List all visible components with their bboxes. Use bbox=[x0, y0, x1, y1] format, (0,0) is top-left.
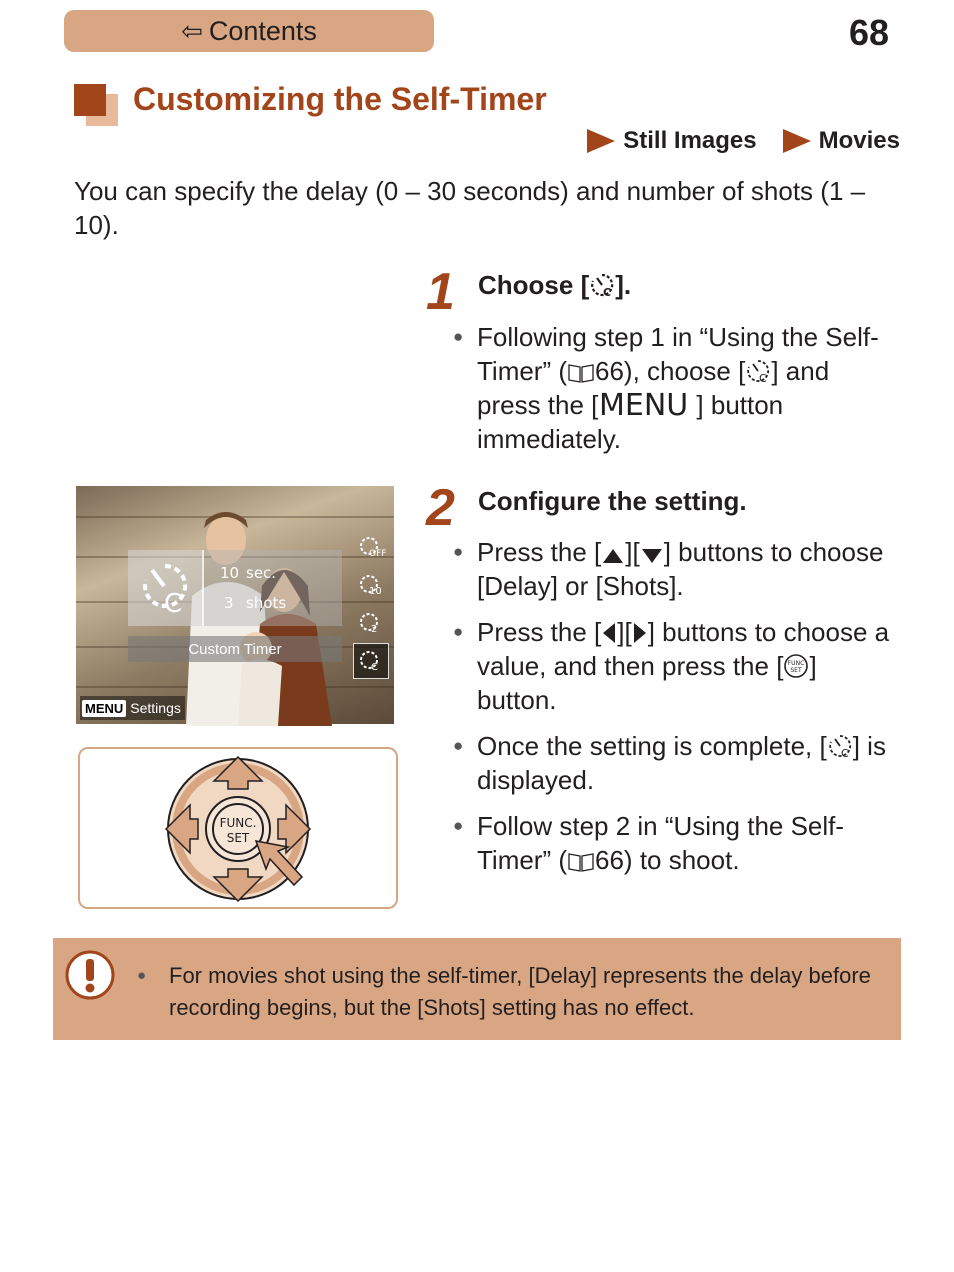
play-triangle-icon bbox=[783, 129, 811, 153]
list-item: ● Press the [ ][ ] buttons to choose [Delay] or [Shots]. bbox=[453, 535, 893, 603]
camera-screen-image bbox=[76, 486, 394, 724]
book-reference-icon bbox=[567, 362, 595, 384]
caution-text: ● For movies shot using the self-timer, [Delay] represents the delay before recording begins, but the [Shots] setting has no effect. bbox=[137, 963, 871, 1020]
svg-text:OFF: OFF bbox=[369, 549, 387, 559]
timer-mode-list bbox=[354, 530, 390, 682]
down-arrow-icon bbox=[640, 547, 664, 565]
caution-box bbox=[53, 938, 901, 1040]
custom-timer-icon bbox=[745, 358, 771, 384]
delay-value: 10 bbox=[220, 564, 240, 582]
control-dial-diagram bbox=[78, 747, 398, 909]
intro-text: You can specify the delay (0 – 30 seconds) and number of shots (1 – 10). bbox=[74, 176, 866, 240]
list-item: ● Press the [ ][ ] buttons to choose a value, and then press the [ FUNC SET ] button. bbox=[453, 615, 893, 717]
timer-custom-icon bbox=[354, 644, 388, 678]
page-number: 68 bbox=[848, 12, 889, 53]
custom-timer-large-icon bbox=[128, 550, 204, 626]
list-item: ● Following step 1 in “Using the Self-Timer” ( 66), choose [ C ] and press the [ MENU ] button immediately. bbox=[453, 320, 893, 456]
menu-button-label: MENU bbox=[82, 700, 126, 717]
svg-text:FUNC: FUNC bbox=[788, 660, 805, 667]
delay-unit: sec. bbox=[246, 564, 277, 582]
timer-2sec-icon bbox=[354, 606, 388, 640]
arrow-left-icon: ⇦ bbox=[181, 15, 203, 46]
svg-text:C: C bbox=[371, 662, 378, 673]
section-marker-icon bbox=[74, 84, 118, 126]
book-reference-icon bbox=[567, 851, 595, 873]
timer-off-icon bbox=[354, 530, 388, 564]
play-triangle-icon bbox=[587, 129, 615, 153]
step-2-title: Configure the setting. bbox=[478, 486, 747, 516]
step-number-2: 2 bbox=[426, 479, 455, 537]
func-set-button-icon bbox=[783, 653, 809, 679]
menu-button-icon bbox=[598, 388, 696, 423]
step-1-bullets bbox=[453, 320, 893, 466]
svg-text:FUNC.: FUNC. bbox=[219, 816, 257, 830]
timer-settings-panel bbox=[128, 550, 342, 626]
custom-timer-label: Custom Timer bbox=[128, 636, 342, 662]
shots-value: 3 bbox=[224, 594, 234, 612]
contents-label: Contents bbox=[208, 15, 317, 46]
caution-icon bbox=[65, 950, 115, 1000]
svg-text:C: C bbox=[759, 372, 768, 385]
right-arrow-icon bbox=[632, 621, 648, 645]
custom-timer-icon bbox=[589, 272, 615, 298]
svg-text:SET: SET bbox=[790, 667, 803, 674]
step-1-title: Choose [ C ]. bbox=[478, 270, 632, 300]
custom-timer-icon bbox=[827, 733, 853, 759]
svg-text:C: C bbox=[840, 747, 849, 760]
up-arrow-icon bbox=[601, 547, 625, 565]
timer-10sec-icon bbox=[354, 568, 388, 602]
settings-label: Settings bbox=[130, 700, 181, 716]
menu-settings-hint bbox=[80, 696, 185, 720]
tag-movies: Movies bbox=[783, 127, 900, 155]
contents-button[interactable] bbox=[64, 10, 434, 52]
svg-text:C: C bbox=[164, 589, 183, 619]
tag-still-images: Still Images bbox=[587, 127, 756, 155]
step-2-bullets bbox=[453, 535, 893, 887]
step-number-1: 1 bbox=[426, 263, 455, 321]
control-dial-icon bbox=[80, 749, 396, 907]
page-title: Customizing the Self-Timer bbox=[133, 81, 547, 117]
svg-text:C: C bbox=[603, 286, 612, 299]
svg-text:2: 2 bbox=[371, 624, 378, 635]
list-item: ● Follow step 2 in “Using the Self-Timer” ( 66) to shoot. bbox=[453, 809, 893, 877]
list-item: ● Once the setting is complete, [ C ] is displayed. bbox=[453, 729, 893, 797]
svg-text:SET: SET bbox=[226, 831, 250, 845]
svg-text:10: 10 bbox=[369, 586, 382, 597]
svg-text:MENU: MENU bbox=[599, 388, 689, 423]
left-arrow-icon bbox=[601, 621, 617, 645]
shots-unit: shots bbox=[246, 594, 287, 612]
mode-tags bbox=[587, 127, 900, 155]
